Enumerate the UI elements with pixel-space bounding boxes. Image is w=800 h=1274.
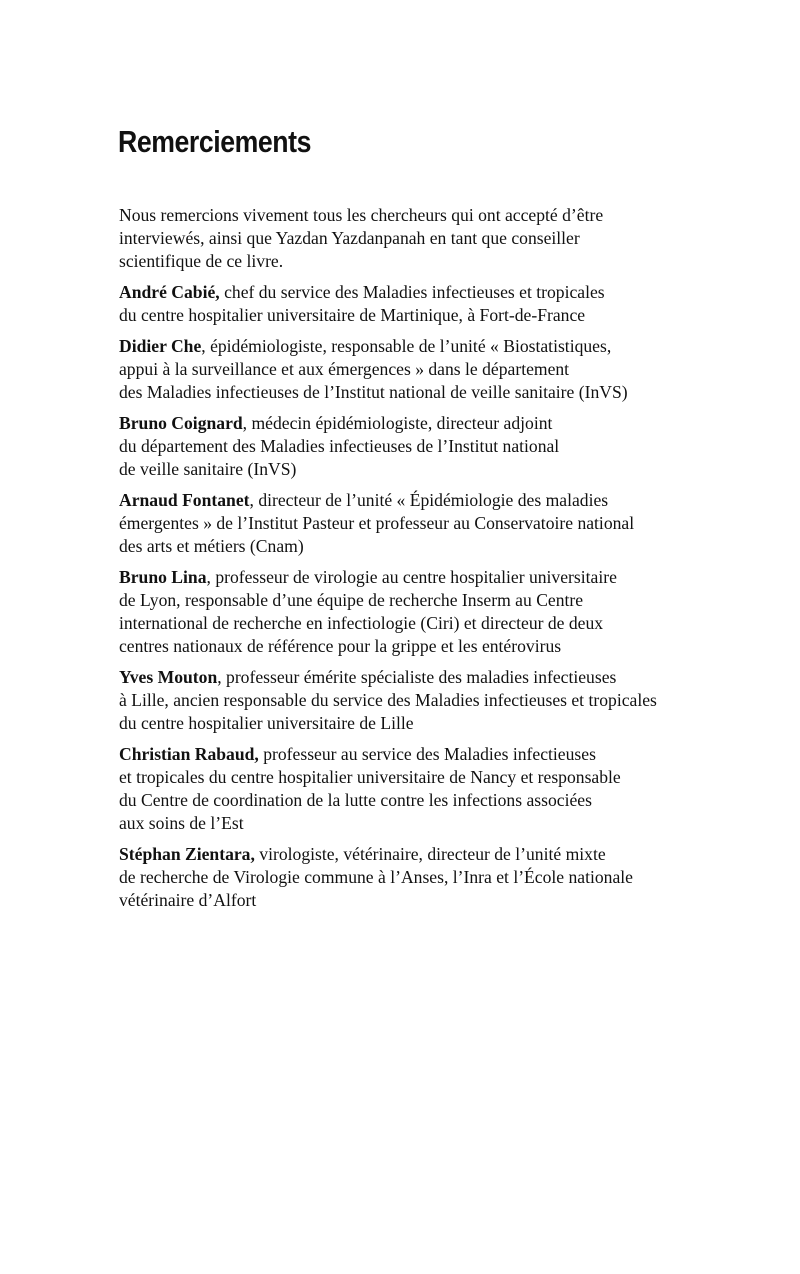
entry-text: professeur au service des Maladies infectieuses: [258, 744, 596, 764]
entry-text: , épidémiologiste, responsable de l’unité « Biostatistiques,: [201, 336, 612, 356]
entry-text: de recherche de Virologie commune à l’Anses, l’Inra et l’École nationale: [119, 867, 633, 887]
acknowledgement-entry: [119, 489, 739, 558]
entry-line: [119, 812, 739, 835]
entry-line: [119, 566, 739, 589]
person-name: Bruno Lina: [119, 567, 207, 587]
entry-line: [119, 381, 739, 404]
entry-text: du centre hospitalier universitaire de Martinique, à Fort-de-France: [119, 305, 586, 325]
entry-line: [119, 689, 739, 712]
entry-text: international de recherche en infectiologie (Ciri) et directeur de deux: [119, 613, 604, 633]
entry-text: et tropicales du centre hospitalier universitaire de Nancy et responsable: [119, 767, 621, 787]
entry-text: chef du service des Maladies infectieuses et tropicales: [219, 282, 605, 302]
acknowledgement-entry: [119, 843, 739, 912]
acknowledgement-entry: [119, 281, 739, 327]
entry-text: du centre hospitalier universitaire de Lille: [119, 713, 414, 733]
person-name: Christian Rabaud,: [119, 744, 259, 764]
intro-line: scientifique de ce livre.: [119, 251, 284, 271]
entry-text: centres nationaux de référence pour la grippe et les entérovirus: [119, 636, 562, 656]
entry-text: vétérinaire d’Alfort: [119, 890, 257, 910]
person-name: Bruno Coignard: [119, 413, 243, 433]
person-name: Arnaud Fontanet: [119, 490, 250, 510]
entry-text: du Centre de coordination de la lutte contre les infections associées: [119, 790, 592, 810]
entry-line: [119, 458, 739, 481]
acknowledgement-list: [119, 281, 739, 912]
entry-text: à Lille, ancien responsable du service des Maladies infectieuses et tropicales: [119, 690, 657, 710]
entry-line: [119, 281, 739, 304]
acknowledgements-body: [119, 204, 739, 920]
entry-text: , directeur de l’unité « Épidémiologie des maladies: [249, 490, 609, 510]
person-name: Didier Che: [119, 336, 202, 356]
entry-line: [119, 843, 739, 866]
entry-text: des arts et métiers (Cnam): [119, 536, 304, 556]
acknowledgement-entry: [119, 666, 739, 735]
entry-line: [119, 304, 739, 327]
entry-text: , médecin épidémiologiste, directeur adjoint: [242, 413, 553, 433]
entry-line: [119, 435, 739, 458]
entry-text: de veille sanitaire (InVS): [119, 459, 297, 479]
entry-line: [119, 743, 739, 766]
entry-line: [119, 589, 739, 612]
entry-line: [119, 766, 739, 789]
person-name: André Cabié,: [119, 282, 220, 302]
entry-text: , professeur de virologie au centre hospitalier universitaire: [206, 567, 617, 587]
entry-line: [119, 512, 739, 535]
intro-line: Nous remercions vivement tous les chercheurs qui ont accepté d’être: [119, 205, 604, 225]
intro-paragraph: [119, 204, 739, 273]
entry-line: [119, 335, 739, 358]
person-name: Yves Mouton: [119, 667, 218, 687]
entry-line: [119, 358, 739, 381]
entry-text: appui à la surveillance et aux émergences » dans le département: [119, 359, 570, 379]
entry-line: [119, 789, 739, 812]
entry-text: émergentes » de l’Institut Pasteur et professeur au Conservatoire national: [119, 513, 635, 533]
entry-line: [119, 866, 739, 889]
entry-text: , professeur émérite spécialiste des maladies infectieuses: [217, 667, 617, 687]
entry-line: [119, 712, 739, 735]
entry-text: aux soins de l’Est: [119, 813, 244, 833]
entry-text: des Maladies infectieuses de l’Institut national de veille sanitaire (InVS): [119, 382, 628, 402]
entry-line: [119, 535, 739, 558]
entry-line: [119, 889, 739, 912]
acknowledgement-entry: [119, 335, 739, 404]
entry-line: [119, 612, 739, 635]
entry-line: [119, 412, 739, 435]
entry-text: du département des Maladies infectieuses de l’Institut national: [119, 436, 560, 456]
person-name: Stéphan Zientara,: [119, 844, 255, 864]
entry-text: virologiste, vétérinaire, directeur de l’unité mixte: [254, 844, 606, 864]
acknowledgement-entry: [119, 566, 739, 658]
entry-line: [119, 489, 739, 512]
acknowledgement-entry: [119, 412, 739, 481]
entry-text: de Lyon, responsable d’une équipe de recherche Inserm au Centre: [119, 590, 584, 610]
acknowledgement-entry: [119, 743, 739, 835]
intro-line: interviewés, ainsi que Yazdan Yazdanpanah en tant que conseiller: [119, 228, 580, 248]
page-title: Remerciements: [118, 124, 311, 159]
entry-line: [119, 666, 739, 689]
entry-line: [119, 635, 739, 658]
